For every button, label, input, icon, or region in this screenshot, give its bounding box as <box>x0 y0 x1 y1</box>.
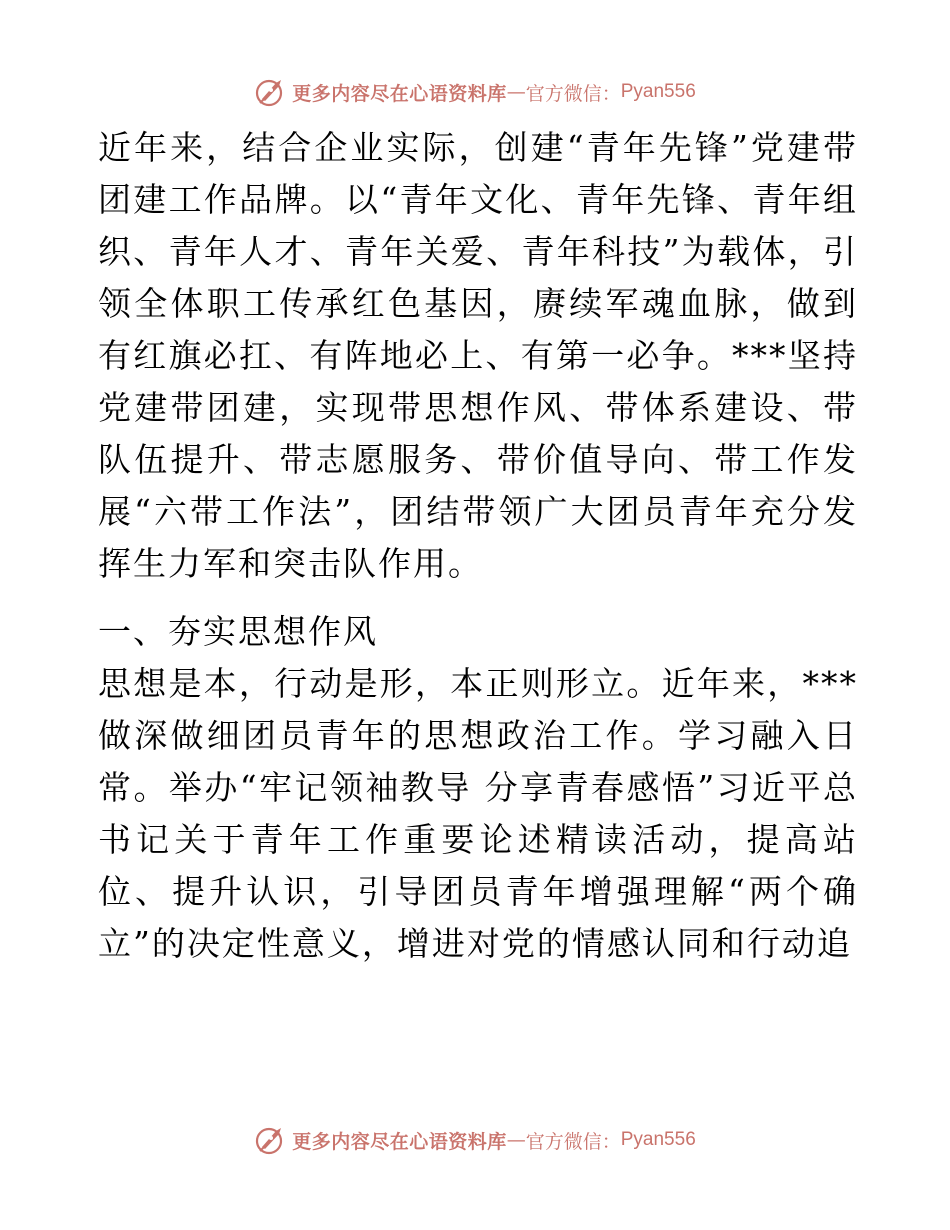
document-body <box>98 122 858 970</box>
pen-nib-logo-icon <box>254 1123 288 1157</box>
watermark-official-label: 官方微信： <box>525 1130 621 1153</box>
paragraph-intro: 近年来，结合企业实际，创建“青年先锋”党建带团建工作品牌。以“青年文化、青年先锋、青年组织、青年人才、青年关爱、青年科技”为载体，引领全体职工传承红色基因，赓续军魂血脉，做到有红旗必扛、有阵地必上、有第一必争。***坚持党建带团建，实现带思想作风、带体系建设、带队伍提升、带志愿服务、带价值导向、带工作发展“六带工作法”，团结带领广大团员青年充分发挥生力军和突击队作用。 <box>98 128 858 583</box>
watermark-separator: — <box>506 81 526 103</box>
watermark-wechat-id: Pyan556 <box>620 1129 696 1150</box>
watermark-wechat-id: Pyan556 <box>620 81 696 102</box>
watermark-text: 更多内容尽在心语资料库 <box>292 1130 507 1153</box>
paragraph-section-one: 思想是本，行动是形，本正则形立。近年来，***做深做细团员青年的思想政治工作。学习融入日常。举办“牢记领袖教导 分享青春感悟”习近平总书记关于青年工作重要论述精读活动，提高站位、提升认识，引导团员青年增强理解“两个确立”的决定性意义，增进对党的情感认同和行动追 <box>98 664 858 963</box>
pen-nib-logo-icon <box>254 75 288 109</box>
watermark-header <box>0 72 950 112</box>
section-heading: 一、夯实思想作风 <box>98 612 378 651</box>
watermark-official-label: 官方微信： <box>525 82 621 105</box>
watermark-text: 更多内容尽在心语资料库 <box>292 82 507 105</box>
watermark-separator: — <box>506 1129 526 1151</box>
watermark-footer <box>0 1120 950 1160</box>
